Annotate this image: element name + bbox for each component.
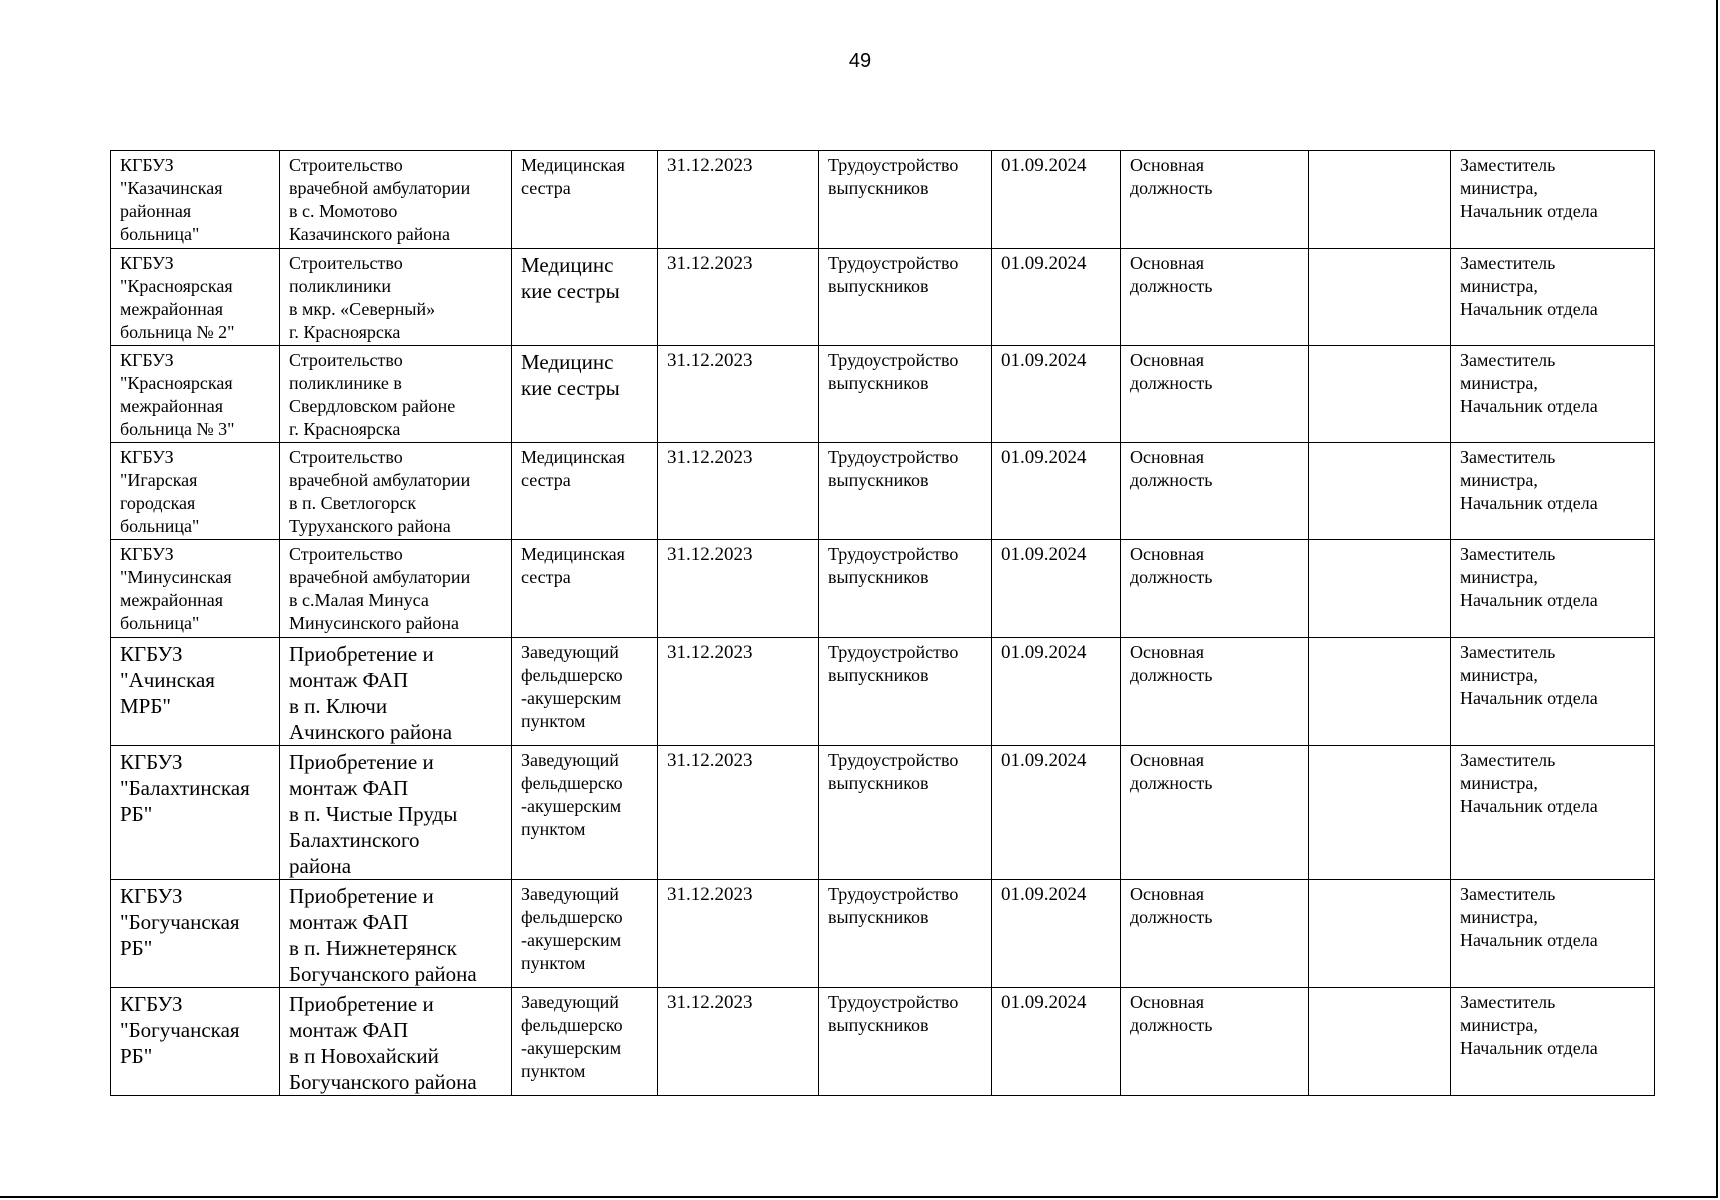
cell-line: межрайонная — [120, 299, 223, 319]
empty-cell — [1309, 151, 1451, 249]
cell-line: больница" — [120, 613, 200, 633]
cell-line: выпускников — [828, 373, 929, 393]
cell-line: Заместитель — [1460, 750, 1556, 770]
cell-line: Начальник отдела — [1460, 1038, 1598, 1058]
cell-line: Туруханского района — [289, 516, 451, 536]
cell-line: Заведующий — [521, 992, 619, 1012]
project-cell — [280, 988, 512, 1096]
institution-cell — [111, 346, 280, 443]
cell-line: Строительство — [289, 350, 403, 370]
cell-line: монтаж ФАП — [289, 1018, 409, 1042]
cell-line: РБ" — [120, 802, 153, 826]
position-type-cell — [1121, 988, 1309, 1096]
institution-cell — [111, 540, 280, 638]
position-cell — [512, 249, 658, 346]
cell-line: в с. Момотово — [289, 201, 398, 221]
cell-line: Заместитель — [1460, 642, 1556, 662]
deadline-cell: 31.12.2023 — [658, 638, 819, 746]
position-type-cell — [1121, 346, 1309, 443]
cell-line: КГБУЗ — [120, 350, 174, 370]
cell-line: КГБУЗ — [120, 447, 174, 467]
date-cell: 01.09.2024 — [992, 443, 1121, 540]
cell-line: монтаж ФАП — [289, 776, 409, 800]
cell-line: -акушерским — [521, 688, 622, 708]
cell-line: межрайонная — [120, 590, 223, 610]
cell-line: районная — [120, 201, 192, 221]
cell-line: КГБУЗ — [120, 155, 174, 175]
cell-line: выпускников — [828, 773, 929, 793]
cell-line: г. Красноярска — [289, 322, 401, 342]
position-cell — [512, 151, 658, 249]
cell-line: "Балахтинская — [120, 776, 250, 800]
table-row — [111, 880, 1655, 988]
cell-line: "Красноярская — [120, 276, 233, 296]
cell-line: фельдшерско — [521, 907, 623, 927]
cell-line: Начальник отдела — [1460, 493, 1598, 513]
cell-line: министра, — [1460, 773, 1538, 793]
cell-line: Заместитель — [1460, 884, 1556, 904]
institution-cell — [111, 638, 280, 746]
cell-line: кие сестры — [521, 376, 620, 400]
measure-cell — [819, 346, 992, 443]
cell-line: Трудоустройство — [828, 750, 959, 770]
cell-line: Начальник отдела — [1460, 688, 1598, 708]
cell-line: поликлинике в — [289, 373, 402, 393]
cell-line: "Минусинская — [120, 567, 232, 587]
cell-line: Трудоустройство — [828, 350, 959, 370]
institution-cell — [111, 151, 280, 249]
position-type-cell — [1121, 540, 1309, 638]
cell-line: КГБУЗ — [120, 642, 183, 666]
cell-line: врачебной амбулатории — [289, 178, 471, 198]
project-cell — [280, 880, 512, 988]
cell-line: Заведующий — [521, 750, 619, 770]
cell-line: должность — [1130, 907, 1213, 927]
cell-line: Основная — [1130, 544, 1205, 564]
cell-line: сестра — [521, 178, 571, 198]
date-cell: 01.09.2024 — [992, 540, 1121, 638]
table-row — [111, 249, 1655, 346]
deadline-cell: 31.12.2023 — [658, 249, 819, 346]
cell-line: -акушерским — [521, 796, 622, 816]
measure-cell — [819, 151, 992, 249]
cell-line: Заместитель — [1460, 155, 1556, 175]
cell-line: пунктом — [521, 1061, 586, 1081]
cell-line: Начальник отдела — [1460, 201, 1598, 221]
cell-line: Свердловском районе — [289, 396, 456, 416]
responsible-cell — [1451, 746, 1655, 880]
cell-line: выпускников — [828, 178, 929, 198]
cell-line: Богучанского района — [289, 962, 477, 986]
cell-line: КГБУЗ — [120, 253, 174, 273]
cell-line: пунктом — [521, 819, 586, 839]
project-cell — [280, 443, 512, 540]
cell-line: г. Красноярска — [289, 419, 401, 439]
cell-line: Казачинского района — [289, 224, 450, 244]
measure-cell — [819, 443, 992, 540]
cell-line: министра, — [1460, 373, 1538, 393]
cell-line: КГБУЗ — [120, 544, 174, 564]
cell-line: Заместитель — [1460, 544, 1556, 564]
position-cell — [512, 880, 658, 988]
empty-cell — [1309, 346, 1451, 443]
cell-line: министра, — [1460, 665, 1538, 685]
cell-line: монтаж ФАП — [289, 910, 409, 934]
date-cell: 01.09.2024 — [992, 988, 1121, 1096]
responsible-cell — [1451, 346, 1655, 443]
institution-cell — [111, 746, 280, 880]
date-cell: 01.09.2024 — [992, 880, 1121, 988]
cell-line: Медицинс — [521, 350, 614, 374]
cell-line: больница" — [120, 224, 200, 244]
project-cell — [280, 638, 512, 746]
cell-line: должность — [1130, 1015, 1213, 1035]
cell-line: в мкр. «Северный» — [289, 299, 436, 319]
position-cell — [512, 988, 658, 1096]
cell-line: Начальник отдела — [1460, 299, 1598, 319]
cell-line: "Красноярская — [120, 373, 233, 393]
measure-cell — [819, 746, 992, 880]
cell-line: министра, — [1460, 1015, 1538, 1035]
cell-line: РБ" — [120, 936, 153, 960]
cell-line: Начальник отдела — [1460, 796, 1598, 816]
deadline-cell: 31.12.2023 — [658, 746, 819, 880]
empty-cell — [1309, 746, 1451, 880]
cell-line: Минусинского района — [289, 613, 460, 633]
cell-line: Приобретение и — [289, 992, 434, 1016]
cell-line: министра, — [1460, 470, 1538, 490]
date-cell: 01.09.2024 — [992, 346, 1121, 443]
cell-line: Основная — [1130, 992, 1205, 1012]
empty-cell — [1309, 443, 1451, 540]
cell-line: межрайонная — [120, 396, 223, 416]
cell-line: Основная — [1130, 884, 1205, 904]
cell-line: района — [289, 854, 352, 878]
cell-line: выпускников — [828, 276, 929, 296]
cell-line: городская — [120, 493, 196, 513]
project-cell — [280, 540, 512, 638]
cell-line: в п. Ключи — [289, 694, 388, 718]
cell-line: Начальник отдела — [1460, 930, 1598, 950]
cell-line: должность — [1130, 373, 1213, 393]
position-type-cell — [1121, 249, 1309, 346]
cell-line: Строительство — [289, 253, 403, 273]
table-row — [111, 151, 1655, 249]
cell-line: фельдшерско — [521, 665, 623, 685]
table-row — [111, 638, 1655, 746]
measure-cell — [819, 540, 992, 638]
position-cell — [512, 638, 658, 746]
table-row — [111, 443, 1655, 540]
cell-line: выпускников — [828, 567, 929, 587]
cell-line: Основная — [1130, 642, 1205, 662]
responsible-cell — [1451, 880, 1655, 988]
responsible-cell — [1451, 540, 1655, 638]
cell-line: должность — [1130, 567, 1213, 587]
position-type-cell — [1121, 880, 1309, 988]
cell-line: больница" — [120, 516, 200, 536]
cell-line: Богучанского района — [289, 1070, 477, 1094]
cell-line: Заместитель — [1460, 992, 1556, 1012]
responsible-cell — [1451, 443, 1655, 540]
empty-cell — [1309, 988, 1451, 1096]
cell-line: Строительство — [289, 544, 403, 564]
cell-line: Трудоустройство — [828, 155, 959, 175]
project-cell — [280, 346, 512, 443]
empty-cell — [1309, 880, 1451, 988]
cell-line: МРБ" — [120, 694, 171, 718]
deadline-cell: 31.12.2023 — [658, 151, 819, 249]
project-cell — [280, 746, 512, 880]
cell-line: монтаж ФАП — [289, 668, 409, 692]
cell-line: Заместитель — [1460, 447, 1556, 467]
cell-line: Основная — [1130, 750, 1205, 770]
cell-line: Заместитель — [1460, 350, 1556, 370]
cell-line: Ачинского района — [289, 720, 453, 744]
cell-line: Трудоустройство — [828, 884, 959, 904]
cell-line: Медицинская — [521, 544, 625, 564]
table-row — [111, 346, 1655, 443]
cell-line: Строительство — [289, 447, 403, 467]
cell-line: Приобретение и — [289, 884, 434, 908]
cell-line: Основная — [1130, 447, 1205, 467]
deadline-cell: 31.12.2023 — [658, 346, 819, 443]
cell-line: министра, — [1460, 907, 1538, 927]
cell-line: Заведующий — [521, 642, 619, 662]
deadline-cell: 31.12.2023 — [658, 443, 819, 540]
cell-line: в п. Чистые Пруды — [289, 802, 458, 826]
project-cell — [280, 249, 512, 346]
plan-table — [110, 150, 1655, 1096]
cell-line: Заведующий — [521, 884, 619, 904]
institution-cell — [111, 988, 280, 1096]
cell-line: министра, — [1460, 276, 1538, 296]
cell-line: "Ачинская — [120, 668, 215, 692]
institution-cell — [111, 443, 280, 540]
cell-line: выпускников — [828, 470, 929, 490]
date-cell: 01.09.2024 — [992, 249, 1121, 346]
cell-line: Трудоустройство — [828, 544, 959, 564]
cell-line: выпускников — [828, 665, 929, 685]
cell-line: должность — [1130, 665, 1213, 685]
table-row — [111, 540, 1655, 638]
cell-line: РБ" — [120, 1044, 153, 1068]
deadline-cell: 31.12.2023 — [658, 988, 819, 1096]
table-row — [111, 988, 1655, 1096]
cell-line: должность — [1130, 276, 1213, 296]
responsible-cell — [1451, 249, 1655, 346]
date-cell: 01.09.2024 — [992, 746, 1121, 880]
cell-line: пунктом — [521, 953, 586, 973]
position-cell — [512, 746, 658, 880]
cell-line: Медицинская — [521, 155, 625, 175]
cell-line: Заместитель — [1460, 253, 1556, 273]
cell-line: выпускников — [828, 1015, 929, 1035]
cell-line: Основная — [1130, 155, 1205, 175]
position-cell — [512, 346, 658, 443]
deadline-cell: 31.12.2023 — [658, 540, 819, 638]
position-type-cell — [1121, 746, 1309, 880]
cell-line: должность — [1130, 178, 1213, 198]
cell-line: сестра — [521, 470, 571, 490]
cell-line: -акушерским — [521, 1038, 622, 1058]
cell-line: Основная — [1130, 350, 1205, 370]
cell-line: Медицинская — [521, 447, 625, 467]
responsible-cell — [1451, 151, 1655, 249]
cell-line: должность — [1130, 470, 1213, 490]
cell-line: Трудоустройство — [828, 642, 959, 662]
empty-cell — [1309, 540, 1451, 638]
cell-line: в п. Светлогорск — [289, 493, 417, 513]
cell-line: "Игарская — [120, 470, 198, 490]
date-cell: 01.09.2024 — [992, 151, 1121, 249]
position-type-cell — [1121, 443, 1309, 540]
date-cell: 01.09.2024 — [992, 638, 1121, 746]
empty-cell — [1309, 249, 1451, 346]
table-row — [111, 746, 1655, 880]
empty-cell — [1309, 638, 1451, 746]
cell-line: врачебной амбулатории — [289, 567, 471, 587]
cell-line: фельдшерско — [521, 1015, 623, 1035]
cell-line: Строительство — [289, 155, 403, 175]
cell-line: КГБУЗ — [120, 750, 183, 774]
measure-cell — [819, 880, 992, 988]
cell-line: в п Новохайский — [289, 1044, 439, 1068]
measure-cell — [819, 249, 992, 346]
position-cell — [512, 540, 658, 638]
cell-line: пунктом — [521, 711, 586, 731]
cell-line: фельдшерско — [521, 773, 623, 793]
cell-line: КГБУЗ — [120, 884, 183, 908]
cell-line: "Богучанская — [120, 1018, 240, 1042]
cell-line: Трудоустройство — [828, 992, 959, 1012]
page-number: 49 — [848, 50, 872, 72]
cell-line: должность — [1130, 773, 1213, 793]
deadline-cell: 31.12.2023 — [658, 880, 819, 988]
cell-line: Приобретение и — [289, 642, 434, 666]
cell-line: кие сестры — [521, 279, 620, 303]
cell-line: "Казачинская — [120, 178, 223, 198]
measure-cell — [819, 988, 992, 1096]
position-type-cell — [1121, 638, 1309, 746]
cell-line: Трудоустройство — [828, 447, 959, 467]
cell-line: поликлиники — [289, 276, 392, 296]
position-cell — [512, 443, 658, 540]
responsible-cell — [1451, 988, 1655, 1096]
cell-line: врачебной амбулатории — [289, 470, 471, 490]
cell-line: Балахтинского — [289, 828, 420, 852]
cell-line: министра, — [1460, 178, 1538, 198]
cell-line: Основная — [1130, 253, 1205, 273]
cell-line: сестра — [521, 567, 571, 587]
table-body — [111, 151, 1655, 1096]
cell-line: Начальник отдела — [1460, 396, 1598, 416]
cell-line: "Богучанская — [120, 910, 240, 934]
cell-line: Медицинс — [521, 253, 614, 277]
cell-line: Трудоустройство — [828, 253, 959, 273]
responsible-cell — [1451, 638, 1655, 746]
cell-line: больница № 2" — [120, 322, 235, 342]
cell-line: в с.Малая Минуса — [289, 590, 429, 610]
cell-line: -акушерским — [521, 930, 622, 950]
institution-cell — [111, 249, 280, 346]
cell-line: министра, — [1460, 567, 1538, 587]
cell-line: выпускников — [828, 907, 929, 927]
cell-line: больница № 3" — [120, 419, 235, 439]
position-type-cell — [1121, 151, 1309, 249]
project-cell — [280, 151, 512, 249]
institution-cell — [111, 880, 280, 988]
cell-line: Приобретение и — [289, 750, 434, 774]
cell-line: КГБУЗ — [120, 992, 183, 1016]
cell-line: в п. Нижнетерянск — [289, 936, 457, 960]
cell-line: Начальник отдела — [1460, 590, 1598, 610]
measure-cell — [819, 638, 992, 746]
